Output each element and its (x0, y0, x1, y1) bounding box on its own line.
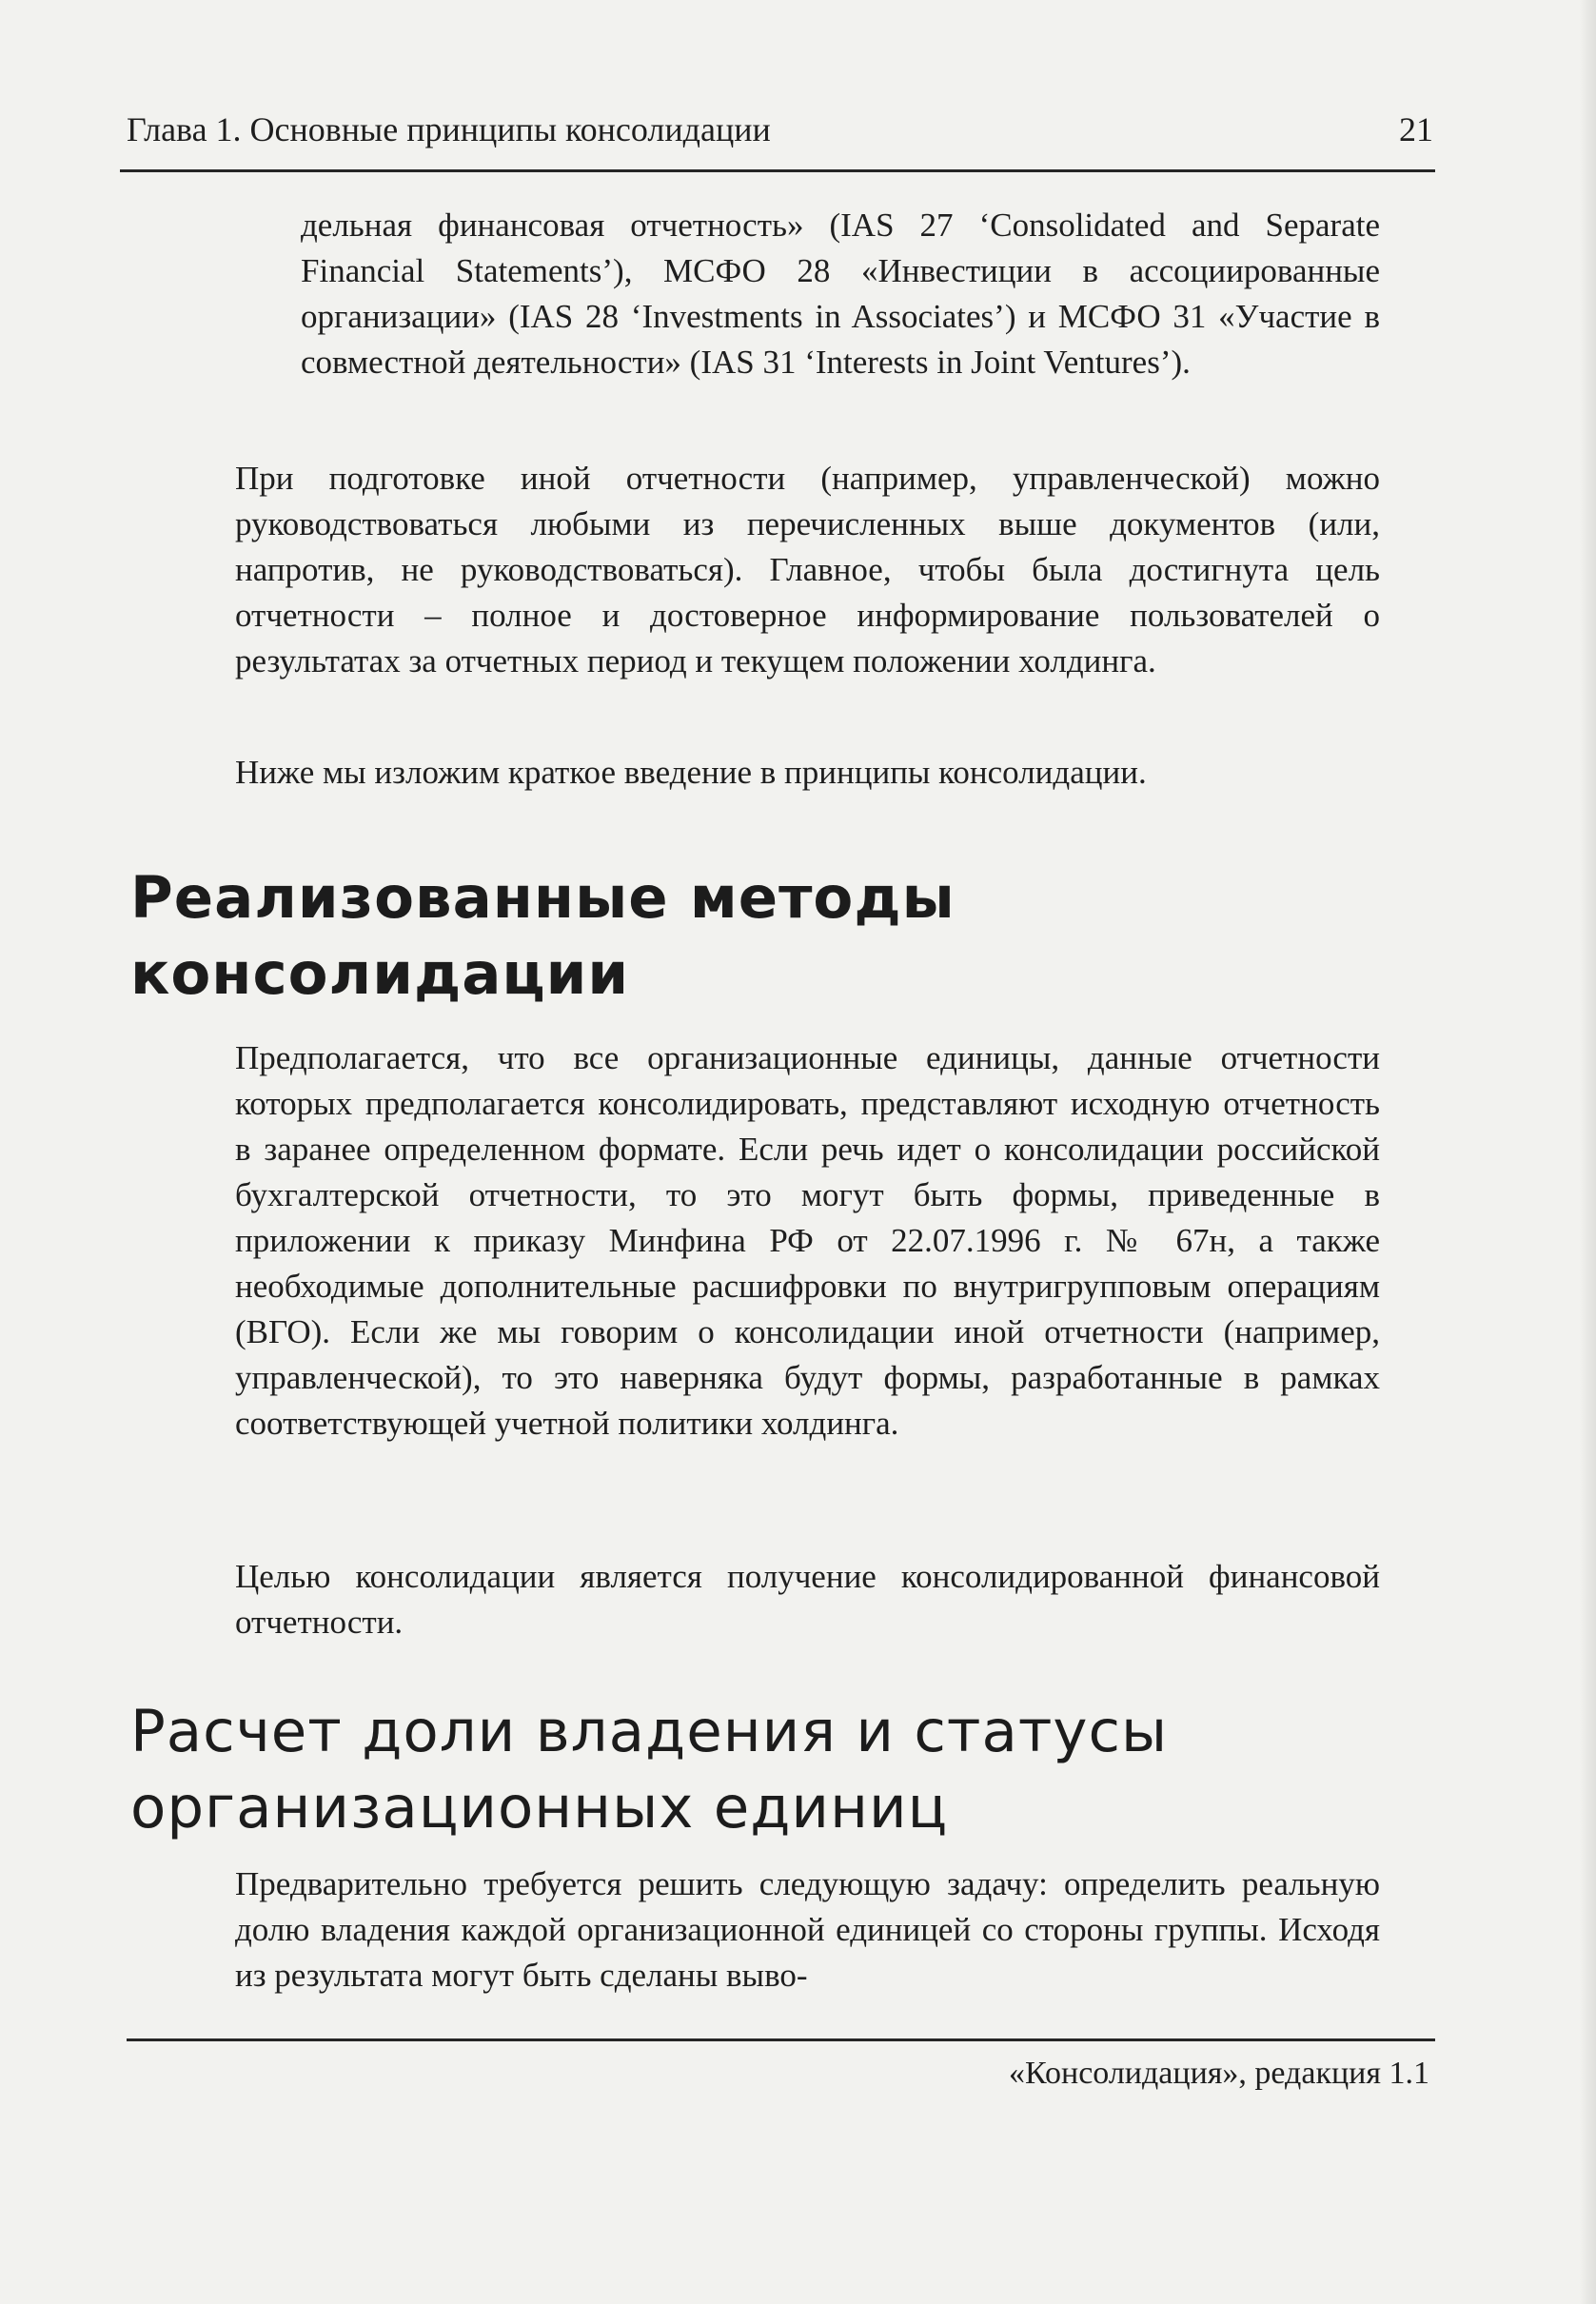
paragraph (235, 1554, 1380, 1645)
page-edge-shadow (1579, 0, 1596, 2304)
paragraph (235, 456, 1380, 684)
footer-rule (127, 2038, 1435, 2041)
section-heading: Реализованные методы консолидации (130, 864, 956, 1008)
header-rule (120, 169, 1435, 172)
running-footer: «Консолидация», редакция 1.1 (1009, 2056, 1429, 2091)
paragraph-text: Ниже мы изложим краткое введение в принципы консолидации. (235, 754, 1147, 791)
continued-list-item (301, 203, 1380, 385)
paragraph (235, 1861, 1380, 1999)
paragraph (235, 1035, 1380, 1447)
paragraph-text: При подготовке иной отчетности (например, управленческой) можно руководствоваться любыми из перечисленных выше документов (или, напротив, не руководствоваться). Главное, чтобы была достигнута цель отчетности – полное и достоверное информирование пользователей о результатах за отчетных период и текущем положении холдинга. (235, 460, 1380, 679)
continued-item-text: дельная финансовая отчетность» (IAS 27 ‘Consolidated and Separate Financial Statements’), МСФО 28 «Инвестиции в ассоциированные организации» (IAS 28 ‘Investments in Associates’) и МСФО 31 «Участие в совместной деятельности» (IAS 31 ‘Interests in Joint Ventures’). (301, 207, 1380, 381)
paragraph-text: Предполагается, что все организационные единицы, данные отчетности которых предполагается консолидировать, представляют исходную отчетность в заранее определенном формате. Если речь идет о консолидации российской бухгалтерской отчетности, то это могут быть формы, приведенные в приложении к приказу Минфина РФ от 22.07.1996 г. № 67н, а также необходимые дополнительные расшифровки по внутригрупповым операциям (ВГО). Если же мы говорим о консолидации иной отчетности (например, управленческой), то это наверняка будут формы, разработанные в рамках соответствующей учетной политики холдинга. (235, 1039, 1380, 1442)
paragraph-text: Предварительно требуется решить следующую задачу: определить реальную долю владения каждой организационной единицей со стороны группы. Исходя из результата могут быть сделаны выво- (235, 1865, 1380, 1994)
paragraph-text: Целью консолидации является получение консолидированной финансовой отчетности. (235, 1558, 1380, 1641)
paragraph (235, 750, 1380, 796)
chapter-title: Глава 1. Основные принципы консолидации (127, 110, 771, 148)
running-header (127, 112, 1433, 147)
subsection-heading: Расчет доли владения и статусы организационных единиц (130, 1698, 1169, 1841)
page-number: 21 (1399, 110, 1433, 148)
